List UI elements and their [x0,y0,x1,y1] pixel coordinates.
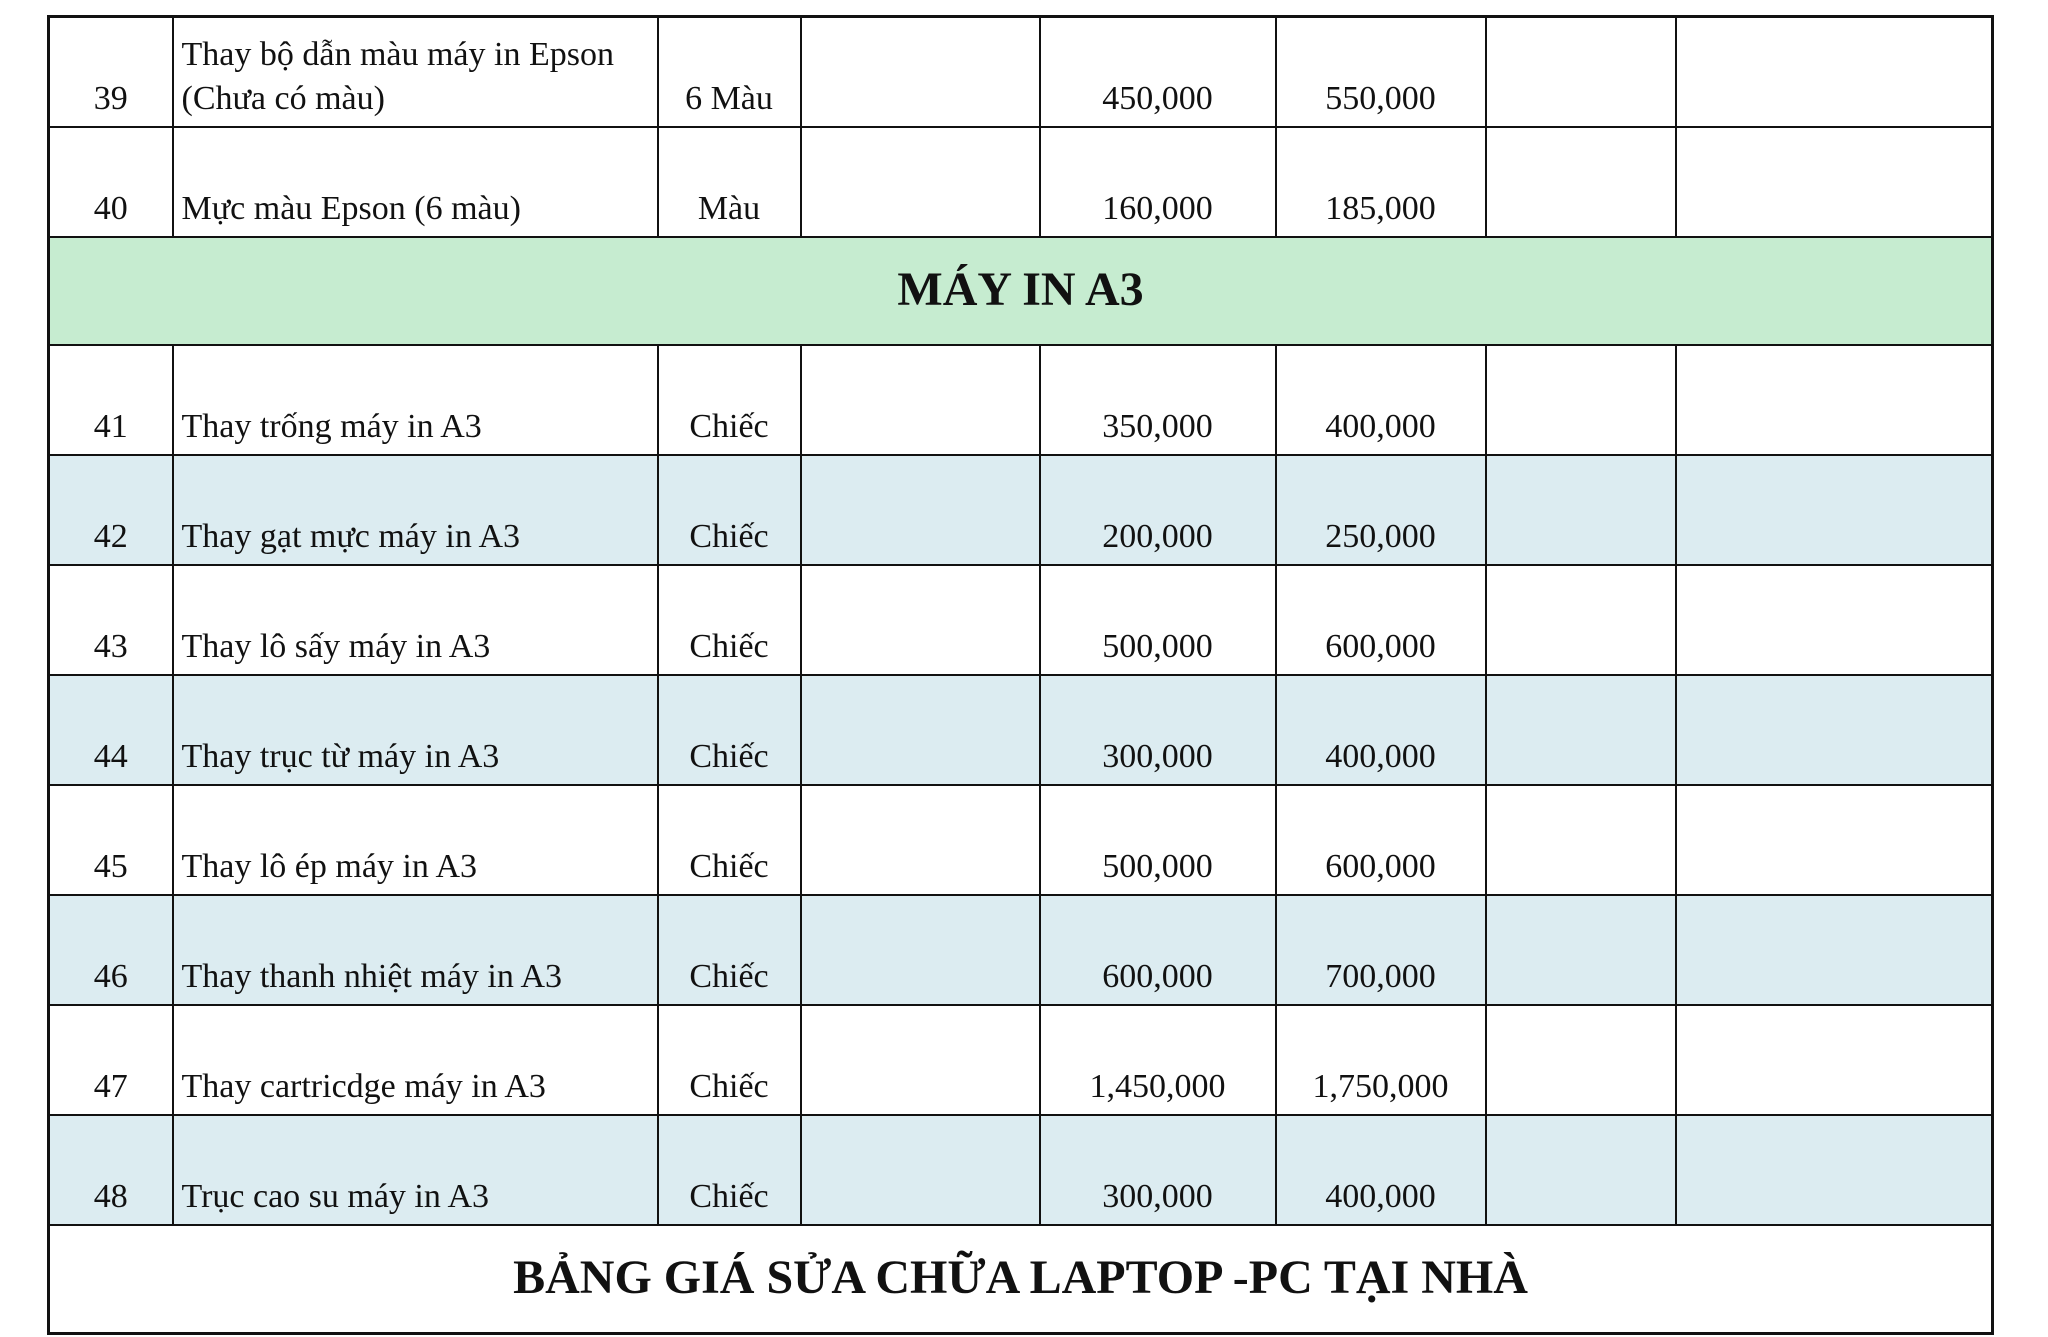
description-line: (Chưa có màu) [181,80,385,118]
service-description: Trục cao su máy in A3 [173,1115,658,1225]
unit-cell: Chiếc [658,675,801,785]
empty-cell [1486,127,1676,237]
table-row [49,1115,1993,1225]
footer-title-row [49,1225,1993,1334]
empty-cell [1676,455,1993,565]
price-to-cell: 185,000 [1276,127,1486,237]
empty-cell [801,345,1040,455]
empty-cell [1676,565,1993,675]
price-to-cell: 600,000 [1276,785,1486,895]
empty-cell [1486,565,1676,675]
service-description [173,17,658,127]
table-row [49,127,1993,237]
empty-cell [801,565,1040,675]
unit-cell: 6 Màu [658,17,801,127]
table-row [49,785,1993,895]
empty-cell [1676,895,1993,1005]
service-description: Thay gạt mực máy in A3 [173,455,658,565]
unit-cell: Màu [658,127,801,237]
table-row [49,345,1993,455]
empty-cell [801,675,1040,785]
unit-cell: Chiếc [658,455,801,565]
empty-cell [1486,1005,1676,1115]
empty-cell [1486,17,1676,127]
empty-cell [1486,895,1676,1005]
price-to-cell: 400,000 [1276,1115,1486,1225]
empty-cell [1676,127,1993,237]
empty-cell [801,1005,1040,1115]
price-from-cell: 450,000 [1040,17,1276,127]
empty-cell [1676,1115,1993,1225]
price-from-cell: 600,000 [1040,895,1276,1005]
empty-cell [1486,1115,1676,1225]
empty-cell [1486,675,1676,785]
service-description: Thay thanh nhiệt máy in A3 [173,895,658,1005]
price-to-cell: 1,750,000 [1276,1005,1486,1115]
row-number: 47 [49,1005,173,1115]
price-to-cell: 250,000 [1276,455,1486,565]
price-to-cell: 400,000 [1276,345,1486,455]
price-from-cell: 1,450,000 [1040,1005,1276,1115]
price-from-cell: 350,000 [1040,345,1276,455]
price-from-cell: 300,000 [1040,675,1276,785]
unit-cell: Chiếc [658,1005,801,1115]
table-row [49,895,1993,1005]
service-description: Thay trục từ máy in A3 [173,675,658,785]
empty-cell [1676,1005,1993,1115]
row-number: 42 [49,455,173,565]
empty-cell [1676,17,1993,127]
price-from-cell: 300,000 [1040,1115,1276,1225]
table-row [49,565,1993,675]
table-row [49,17,1993,127]
empty-cell [1486,455,1676,565]
description-line: Thay bộ dẫn màu máy in Epson [181,36,614,74]
price-to-cell: 600,000 [1276,565,1486,675]
price-table [47,15,1994,1335]
unit-cell: Chiếc [658,565,801,675]
empty-cell [801,455,1040,565]
unit-cell: Chiếc [658,1115,801,1225]
price-from-cell: 500,000 [1040,565,1276,675]
service-description: Thay trống máy in A3 [173,345,658,455]
row-number: 46 [49,895,173,1005]
row-number: 48 [49,1115,173,1225]
empty-cell [801,785,1040,895]
section-header-row [49,237,1993,345]
table-row [49,455,1993,565]
row-number: 44 [49,675,173,785]
price-from-cell: 500,000 [1040,785,1276,895]
table-row [49,1005,1993,1115]
unit-cell: Chiếc [658,345,801,455]
row-number: 40 [49,127,173,237]
row-number: 39 [49,17,173,127]
price-from-cell: 200,000 [1040,455,1276,565]
empty-cell [1676,345,1993,455]
unit-cell: Chiếc [658,895,801,1005]
row-number: 45 [49,785,173,895]
service-description: Mực màu Epson (6 màu) [173,127,658,237]
footer-title: BẢNG GIÁ SỬA CHỮA LAPTOP -PC TẠI NHÀ [49,1225,1993,1334]
empty-cell [801,17,1040,127]
row-number: 43 [49,565,173,675]
empty-cell [1486,785,1676,895]
price-to-cell: 550,000 [1276,17,1486,127]
service-description: Thay cartricdge máy in A3 [173,1005,658,1115]
table-row [49,675,1993,785]
price-to-cell: 700,000 [1276,895,1486,1005]
price-from-cell: 160,000 [1040,127,1276,237]
empty-cell [1486,345,1676,455]
empty-cell [1676,785,1993,895]
empty-cell [1676,675,1993,785]
empty-cell [801,127,1040,237]
empty-cell [801,1115,1040,1225]
service-description: Thay lô ép máy in A3 [173,785,658,895]
empty-cell [801,895,1040,1005]
service-description: Thay lô sấy máy in A3 [173,565,658,675]
section-title: MÁY IN A3 [49,237,1993,345]
unit-cell: Chiếc [658,785,801,895]
row-number: 41 [49,345,173,455]
price-to-cell: 400,000 [1276,675,1486,785]
